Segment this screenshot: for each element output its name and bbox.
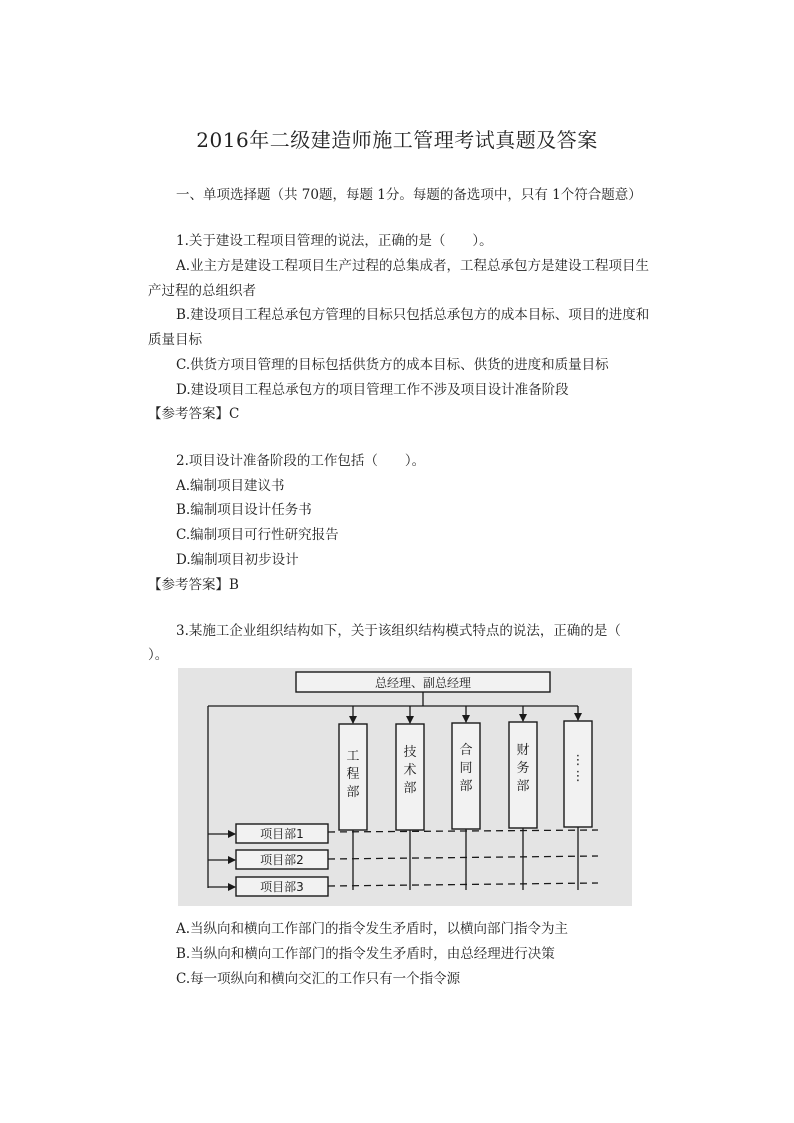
q2-stem: 2.项目设计准备阶段的工作包括（ ）。 [176, 453, 426, 469]
q2-option-b: B.编制项目设计任务书 [176, 502, 312, 518]
dept-3-char-2: 同 [459, 761, 473, 776]
q3-stem-line1: 3.某施工企业组织结构如下，关于该组织结构模式特点的说法，正确的是（ [176, 623, 621, 639]
dept-4-char-1: 财 [516, 743, 530, 758]
q1-answer: 【参考答案】C [148, 406, 240, 422]
section-heading: 一、单项选择题（共 70题，每题 1分。每题的备选项中，只有 1个符合题意） [176, 187, 642, 203]
q3-option-c: C.每一项纵向和横向交汇的工作只有一个指令源 [176, 971, 461, 987]
dept-3-char-1: 合 [459, 743, 473, 758]
project-unit-2-dashed [328, 856, 598, 859]
dept-2-char-3: 部 [403, 781, 417, 796]
q1-option-a-line2: 产过程的总组织者 [148, 283, 256, 299]
q1-stem: 1.关于建设工程项目管理的说法，正确的是（ ）。 [176, 233, 493, 249]
q1-option-b-line2: 质量目标 [148, 332, 202, 348]
q2-option-c: C.编制项目可行性研究报告 [176, 527, 339, 543]
dept-5-char-2: ⋮ [571, 769, 585, 784]
dept-5-char-1: ⋮ [571, 753, 585, 768]
dept-1-char-1: 工 [346, 749, 360, 764]
project-unit-1-label: 项目部1 [260, 827, 304, 841]
org-structure-diagram [178, 668, 632, 906]
project-unit-1-dashed [328, 830, 598, 832]
dept-2-char-2: 术 [403, 763, 417, 778]
project-unit-3-dashed [328, 883, 598, 886]
dept-box-contract [452, 723, 480, 829]
dept-2-char-1: 技 [403, 745, 417, 760]
org-structure-svg [178, 668, 632, 906]
q3-option-a: A.当纵向和横向工作部门的指令发生矛盾时，以横向部门指令为主 [176, 921, 569, 937]
dept-1-char-2: 程 [346, 767, 360, 782]
q2-answer: 【参考答案】B [148, 577, 239, 593]
q1-option-c: C.供货方项目管理的目标包括供货方的成本目标、供货的进度和质量目标 [176, 357, 609, 373]
project-unit-2-label: 项目部2 [260, 853, 304, 867]
q1-option-d: D.建设项目工程总承包方的项目管理工作不涉及项目设计准备阶段 [176, 382, 569, 398]
project-unit-3-label: 项目部3 [260, 880, 304, 894]
dept-4-char-2: 务 [516, 761, 530, 776]
q3-stem-line2: ）。 [148, 647, 169, 663]
q2-option-a: A.编制项目建议书 [176, 478, 285, 494]
q1-option-b-line1: B.建设项目工程总承包方管理的目标只包括总承包方的成本目标、项目的进度和 [176, 307, 650, 323]
dept-1-char-3: 部 [346, 785, 360, 800]
dept-4-char-3: 部 [516, 779, 530, 794]
q2-option-d: D.编制项目初步设计 [176, 552, 299, 568]
q1-option-a-line1: A.业主方是建设工程项目生产过程的总集成者，工程总承包方是建设工程项目生 [176, 258, 650, 274]
dept-3-char-3: 部 [459, 779, 473, 794]
q3-option-b: B.当纵向和横向工作部门的指令发生矛盾时，由总经理进行决策 [176, 946, 555, 962]
top-management-label: 总经理、副总经理 [374, 676, 472, 690]
document-title: 2016年二级建造师施工管理考试真题及答案 [196, 128, 598, 152]
